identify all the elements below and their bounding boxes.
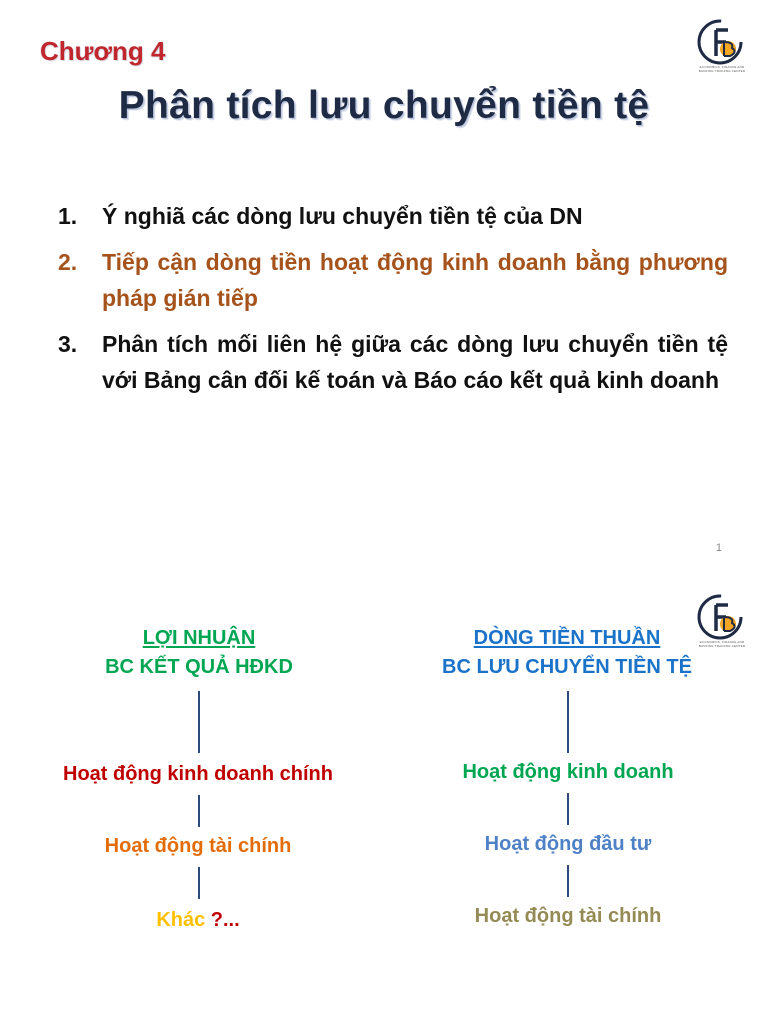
page-number: 1 <box>715 542 722 554</box>
chapter-label: Chương 4 <box>40 36 166 66</box>
logo-caption: ECONOMICS, FINANCE AND BANKING TRAINING CENTER <box>698 65 746 73</box>
list-item-number: 2. <box>58 249 78 275</box>
connector-line <box>198 867 200 899</box>
connector-line <box>198 795 200 827</box>
list-item-text: Ý nghiã các dòng lưu chuyển tiền tệ của DN <box>102 203 583 229</box>
financial-activity-left: Hoạt động tài chính <box>104 835 292 857</box>
faculty-logo-icon <box>694 16 750 72</box>
list-item-number: 1. <box>58 203 78 229</box>
connector-line <box>198 691 200 753</box>
financial-activity-right: Hoạt động tài chính <box>474 905 662 927</box>
profit-heading: LỢI NHUẬN <box>142 627 256 649</box>
list-item-number: 3. <box>58 331 78 357</box>
operating-activity-right: Hoạt động kinh doanh <box>462 761 674 783</box>
connector-line <box>567 691 569 753</box>
investing-activity-right: Hoạt động đầu tư <box>484 833 652 855</box>
question-mark: ?... <box>210 909 240 931</box>
cashflow-statement-label: BC LƯU CHUYỂN TIỀN TỆ <box>442 656 692 678</box>
list-item-text: Phân tích mối liên hệ giữa các dòng lưu chuyển tiền tệ với Bảng cân đối kế toán và Báo cáo kết quả kinh doanh <box>102 331 728 393</box>
income-statement-label: BC KẾT QUẢ HĐKD <box>105 656 293 678</box>
operating-activity-left: Hoạt động kinh doanh chính <box>63 763 333 785</box>
list-item-text: Tiếp cận dòng tiền hoạt động kinh doanh bằng phương pháp gián tiếp <box>102 249 728 311</box>
list-item <box>58 198 728 234</box>
net-cash-column-header <box>402 627 732 679</box>
other-item <box>18 909 378 932</box>
slide-separator <box>0 566 768 574</box>
list-item <box>58 244 728 316</box>
connector-line <box>567 793 569 825</box>
slide-2 <box>0 575 768 1024</box>
profit-column-header <box>34 627 364 679</box>
topic-list <box>58 198 728 408</box>
logo-caption: ECONOMICS, FINANCE AND BANKING TRAINING CENTER <box>698 640 746 648</box>
slide-title: Phân tích lưu chuyển tiền tệ <box>118 84 650 127</box>
net-cash-heading: DÒNG TIỀN THUẦN <box>473 627 661 649</box>
connector-line <box>567 865 569 897</box>
other-label: Khác <box>156 909 211 931</box>
list-item <box>58 326 728 398</box>
